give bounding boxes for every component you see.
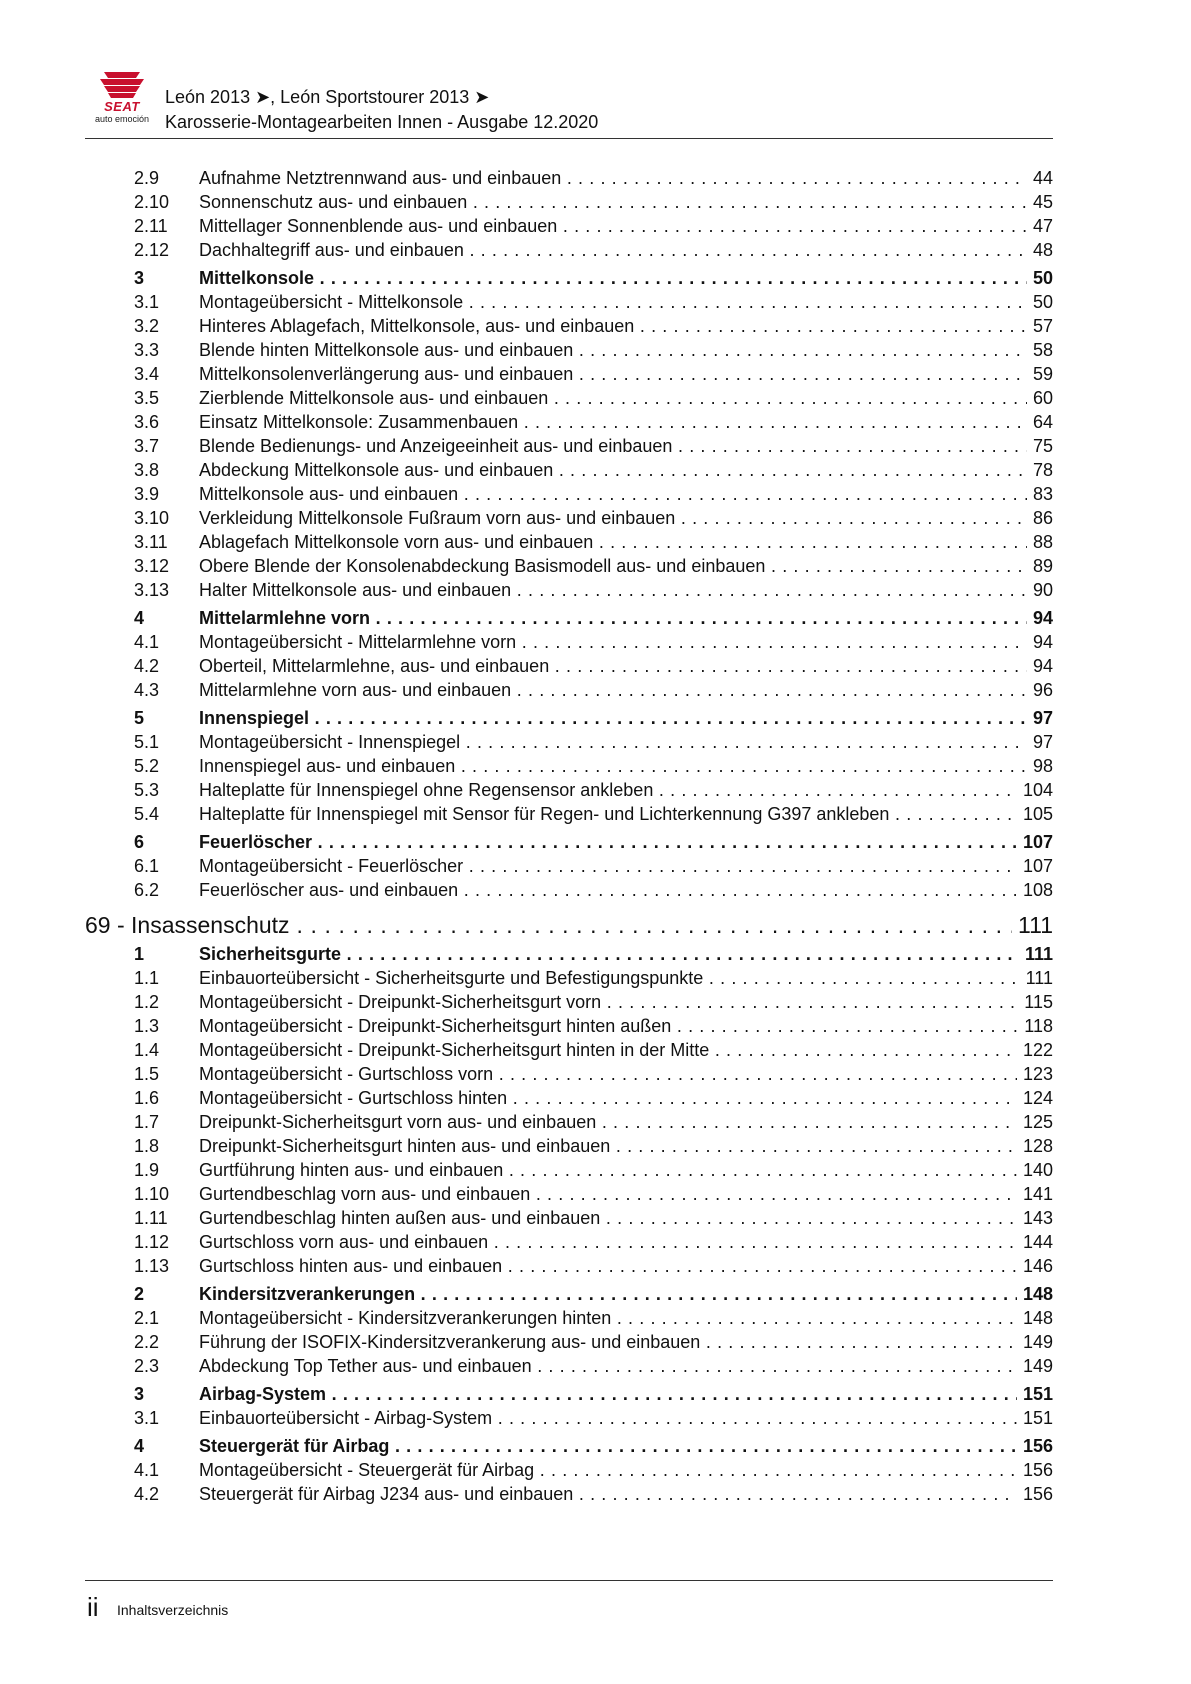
toc-section-heading[interactable]	[0, 1282, 1191, 1306]
toc-entry-title[interactable]: Innenspiegel . . .	[199, 706, 1051, 730]
toc-entry[interactable]	[0, 238, 1191, 262]
toc-entry-number: 3.8	[134, 460, 160, 480]
toc-entry-title[interactable]: Mittelkonsole . . .	[199, 266, 1051, 290]
toc-entry-page: 149	[1017, 1330, 1053, 1354]
toc-entry-title[interactable]: Halteplatte für Innenspiegel ohne Regensensor ankleben . . .	[199, 778, 1051, 802]
toc-entry-page: 124	[1017, 1086, 1053, 1110]
toc-entry-title[interactable]: Dreipunkt-Sicherheitsgurt vorn aus- und einbauen . . .	[199, 1110, 1051, 1134]
toc-entry-page: 104	[1017, 778, 1053, 802]
toc-entry-title[interactable]: Montageübersicht - Innenspiegel . . .	[199, 730, 1051, 754]
toc-entry-title[interactable]: 69 - Insassenschutz . . .	[85, 910, 1051, 940]
toc-section-heading[interactable]	[0, 706, 1191, 730]
toc-entry-page: 111	[1012, 910, 1053, 940]
toc-entry[interactable]	[0, 678, 1191, 702]
toc-entry-page: 64	[1027, 410, 1053, 434]
toc-entry-title[interactable]: Montageübersicht - Dreipunkt-Sicherheitsgurt hinten in der Mitte . . .	[199, 1038, 1051, 1062]
toc-entry-page: 97	[1027, 706, 1053, 730]
toc-entry-page: 107	[1017, 830, 1053, 854]
toc-entry-title[interactable]: Mittellager Sonnenblende aus- und einbauen . . .	[199, 214, 1051, 238]
toc-entry[interactable]	[0, 1330, 1191, 1354]
toc-entry-page: 48	[1027, 238, 1053, 262]
toc-entry-title[interactable]: Einbauorteübersicht - Airbag-System . . .	[199, 1406, 1051, 1430]
toc-entry[interactable]	[0, 878, 1191, 902]
toc-entry[interactable]	[0, 578, 1191, 602]
toc-entry-number: 1.2	[134, 992, 160, 1012]
toc-entry[interactable]	[0, 1158, 1191, 1182]
toc-entry-title[interactable]: Dachhaltegriff aus- und einbauen . . .	[199, 238, 1051, 262]
logo-brand-text: SEAT	[104, 99, 140, 114]
toc-entry-title[interactable]: Blende Bedienungs- und Anzeigeeinheit aus- und einbauen . . .	[199, 434, 1051, 458]
toc-entry-title[interactable]: Montageübersicht - Dreipunkt-Sicherheitsgurt hinten außen . . .	[199, 1014, 1051, 1038]
toc-entry[interactable]	[0, 1254, 1191, 1278]
toc-entry-page: 94	[1027, 630, 1053, 654]
toc-entry-number: 4	[134, 1436, 145, 1456]
toc-entry-title[interactable]: Halter Mittelkonsole aus- und einbauen . . .	[199, 578, 1051, 602]
toc-entry-title[interactable]: Sonnenschutz aus- und einbauen . . .	[199, 190, 1051, 214]
toc-entry[interactable]	[0, 854, 1191, 878]
toc-entry-title[interactable]: Abdeckung Top Tether aus- und einbauen . . .	[199, 1354, 1051, 1378]
logo-tagline: auto emoción	[94, 114, 150, 124]
toc-chapter-heading[interactable]	[0, 910, 1191, 940]
toc-entry-number: 5.4	[134, 804, 160, 824]
toc-entry[interactable]	[0, 290, 1191, 314]
toc-entry-number: 4.1	[134, 632, 160, 652]
toc-entry-title[interactable]: Ablagefach Mittelkonsole vorn aus- und einbauen . . .	[199, 530, 1051, 554]
toc-entry-page: 90	[1027, 578, 1053, 602]
toc-entry[interactable]	[0, 990, 1191, 1014]
toc-entry-page: 149	[1017, 1354, 1053, 1378]
toc-entry-page: 86	[1027, 506, 1053, 530]
toc-entry[interactable]	[0, 966, 1191, 990]
toc-entry-title[interactable]: Mittelkonsolenverlängerung aus- und einbauen . . .	[199, 362, 1051, 386]
header-model-line: León 2013 ➤, León Sportstourer 2013 ➤	[165, 87, 490, 107]
toc-entry-title[interactable]: Steuergerät für Airbag J234 aus- und einbauen . . .	[199, 1482, 1051, 1506]
toc-entry-number: 1	[134, 944, 145, 964]
seat-logo-emblem	[86, 70, 158, 100]
toc-entry-page: 105	[1017, 802, 1053, 826]
toc-entry[interactable]	[0, 654, 1191, 678]
header-manual-title: Karosserie-Montagearbeiten Innen - Ausgabe 12.2020	[165, 112, 599, 132]
toc-entry-page: 151	[1017, 1382, 1053, 1406]
toc-entry[interactable]	[0, 386, 1191, 410]
toc-entry-number: 4.3	[134, 680, 160, 700]
toc-entry-page: 146	[1017, 1254, 1053, 1278]
toc-entry[interactable]	[0, 338, 1191, 362]
toc-entry-title[interactable]: Feuerlöscher aus- und einbauen . . .	[199, 878, 1051, 902]
toc-entry-number: 1.12	[134, 1232, 170, 1252]
toc-entry[interactable]	[0, 630, 1191, 654]
toc-entry-title[interactable]: Airbag-System . . .	[199, 1382, 1051, 1406]
toc-entry[interactable]	[0, 1458, 1191, 1482]
toc-entry[interactable]	[0, 802, 1191, 826]
toc-entry-page: 60	[1027, 386, 1053, 410]
toc-entry-page: 156	[1017, 1434, 1053, 1458]
header-divider	[85, 138, 1053, 139]
toc-entry-page: 144	[1017, 1230, 1053, 1254]
toc-section-heading[interactable]	[0, 830, 1191, 854]
toc-entry[interactable]	[0, 1306, 1191, 1330]
toc-entry[interactable]	[0, 754, 1191, 778]
toc-entry-number: 2.3	[134, 1356, 160, 1376]
toc-entry-title[interactable]: Gurtendbeschlag vorn aus- und einbauen . . .	[199, 1182, 1051, 1206]
footer-divider	[85, 1580, 1053, 1581]
toc-entry-number: 5.1	[134, 732, 160, 752]
toc-entry-title[interactable]: Blende hinten Mittelkonsole aus- und einbauen . . .	[199, 338, 1051, 362]
toc-entry-title[interactable]: Einsatz Mittelkonsole: Zusammenbauen . . .	[199, 410, 1051, 434]
toc-entry[interactable]	[0, 166, 1191, 190]
toc-entry-page: 50	[1027, 266, 1053, 290]
toc-entry[interactable]	[0, 410, 1191, 434]
toc-entry[interactable]	[0, 1134, 1191, 1158]
toc-entry-title[interactable]: Montageübersicht - Feuerlöscher . . .	[199, 854, 1051, 878]
toc-entry-number: 3.11	[134, 532, 168, 552]
toc-entry-page: 123	[1017, 1062, 1053, 1086]
toc-entry-number: 4.1	[134, 1460, 160, 1480]
toc-entry-number: 2.12	[134, 240, 170, 260]
toc-entry-title[interactable]: Montageübersicht - Mittelkonsole . . .	[199, 290, 1051, 314]
toc-entry-page: 50	[1027, 290, 1053, 314]
toc-entry-page: 89	[1027, 554, 1053, 578]
toc-entry-page: 111	[1020, 966, 1053, 990]
toc-entry-title[interactable]: Gurtführung hinten aus- und einbauen . . .	[199, 1158, 1051, 1182]
toc-entry-page: 96	[1027, 678, 1053, 702]
toc-entry-number: 5.3	[134, 780, 160, 800]
toc-entry[interactable]	[0, 1206, 1191, 1230]
toc-entry[interactable]	[0, 214, 1191, 238]
toc-entry-page: 83	[1027, 482, 1053, 506]
toc-entry[interactable]	[0, 1406, 1191, 1430]
toc-entry-number: 4.2	[134, 1484, 160, 1504]
toc-entry-title[interactable]: Sicherheitsgurte . . .	[199, 942, 1051, 966]
toc-entry-page: 140	[1017, 1158, 1053, 1182]
toc-entry-page: 108	[1017, 878, 1053, 902]
toc-entry[interactable]	[0, 530, 1191, 554]
footer-page-number: ii	[87, 1592, 99, 1622]
toc-entry-page: 143	[1017, 1206, 1053, 1230]
toc-entry-number: 3.2	[134, 316, 160, 336]
toc-entry-page: 148	[1017, 1306, 1053, 1330]
toc-entry[interactable]	[0, 1062, 1191, 1086]
toc-entry-title[interactable]: Dreipunkt-Sicherheitsgurt hinten aus- und einbauen . . .	[199, 1134, 1051, 1158]
toc-entry-number: 1.7	[134, 1112, 160, 1132]
toc-entry[interactable]	[0, 458, 1191, 482]
toc-entry-title[interactable]: Hinteres Ablagefach, Mittelkonsole, aus- und einbauen . . .	[199, 314, 1051, 338]
toc-entry-number: 1.10	[134, 1184, 170, 1204]
toc-entry-number: 6	[134, 832, 145, 852]
toc-entry-page: 156	[1017, 1458, 1053, 1482]
toc-entry-page: 107	[1017, 854, 1053, 878]
toc-entry-number: 1.11	[134, 1208, 168, 1228]
toc-entry-page: 59	[1027, 362, 1053, 386]
toc-entry-title[interactable]: Innenspiegel aus- und einbauen . . .	[199, 754, 1051, 778]
toc-entry-title[interactable]: Montageübersicht - Gurtschloss vorn . . .	[199, 1062, 1051, 1086]
toc-entry-number: 2.1	[134, 1308, 160, 1328]
toc-entry-page: 98	[1027, 754, 1053, 778]
seat-logo	[86, 70, 158, 124]
toc-entry[interactable]	[0, 506, 1191, 530]
toc-entry-page: 58	[1027, 338, 1053, 362]
toc-entry-page: 44	[1027, 166, 1053, 190]
toc-entry-page: 78	[1027, 458, 1053, 482]
toc-entry[interactable]	[0, 434, 1191, 458]
toc-entry[interactable]	[0, 1038, 1191, 1062]
toc-section-heading[interactable]	[0, 266, 1191, 290]
toc-entry-title[interactable]: Mittelarmlehne vorn . . .	[199, 606, 1051, 630]
toc-entry[interactable]	[0, 314, 1191, 338]
toc-entry-page: 141	[1017, 1182, 1053, 1206]
toc-entry-number: 3.5	[134, 388, 160, 408]
toc-entry-number: 1.4	[134, 1040, 160, 1060]
toc-entry-number: 4.2	[134, 656, 160, 676]
toc-entry-number: 3.3	[134, 340, 160, 360]
toc-entry-page: 122	[1017, 1038, 1053, 1062]
toc-entry-title[interactable]: Gurtschloss hinten aus- und einbauen . . .	[199, 1254, 1051, 1278]
toc-entry[interactable]	[0, 1086, 1191, 1110]
footer-label: Inhaltsverzeichnis	[117, 1602, 229, 1618]
toc-entry-title[interactable]: Mittelkonsole aus- und einbauen . . .	[199, 482, 1051, 506]
toc-entry-page: 111	[1019, 942, 1053, 966]
toc-entry[interactable]	[0, 482, 1191, 506]
toc-entry-title[interactable]: Gurtschloss vorn aus- und einbauen . . .	[199, 1230, 1051, 1254]
toc-entry-number: 3.6	[134, 412, 160, 432]
toc-entry-title[interactable]: Abdeckung Mittelkonsole aus- und einbauen . . .	[199, 458, 1051, 482]
toc-entry[interactable]	[0, 362, 1191, 386]
toc-entry-number: 2.2	[134, 1332, 160, 1352]
toc-entry-page: 75	[1027, 434, 1053, 458]
toc-entry-number: 6.1	[134, 856, 160, 876]
toc-entry[interactable]	[0, 1230, 1191, 1254]
toc-entry-title[interactable]: Aufnahme Netztrennwand aus- und einbauen . . .	[199, 166, 1051, 190]
toc-entry-number: 3.13	[134, 580, 170, 600]
toc-entry-page: 94	[1027, 606, 1053, 630]
toc-section-heading[interactable]	[0, 1382, 1191, 1406]
toc-entry-title[interactable]: Feuerlöscher . . .	[199, 830, 1051, 854]
toc-entry-page: 125	[1017, 1110, 1053, 1134]
toc-entry-title[interactable]: Montageübersicht - Steuergerät für Airbag . . .	[199, 1458, 1051, 1482]
toc-entry-number: 1.1	[134, 968, 160, 988]
toc-entry-title[interactable]: Steuergerät für Airbag . . .	[199, 1434, 1051, 1458]
toc-entry[interactable]	[0, 778, 1191, 802]
toc-section-heading[interactable]	[0, 606, 1191, 630]
toc-entry-number: 3	[134, 1384, 145, 1404]
toc-entry-number: 2	[134, 1284, 145, 1304]
toc-entry[interactable]	[0, 1110, 1191, 1134]
toc-entry-title[interactable]: Montageübersicht - Dreipunkt-Sicherheitsgurt vorn . . .	[199, 990, 1051, 1014]
toc-entry-page: 115	[1018, 990, 1053, 1014]
toc-entry-number: 3.10	[134, 508, 170, 528]
toc-entry[interactable]	[0, 554, 1191, 578]
toc-entry[interactable]	[0, 1354, 1191, 1378]
toc-section-heading[interactable]	[0, 942, 1191, 966]
toc-entry-number: 2.10	[134, 192, 170, 212]
toc-entry-number: 2.11	[134, 216, 168, 236]
toc-entry-page: 57	[1027, 314, 1053, 338]
toc-entry-number: 3.7	[134, 436, 160, 456]
toc-entry-number: 1.5	[134, 1064, 160, 1084]
toc-entry-number: 3	[134, 268, 145, 288]
toc-entry-page: 88	[1027, 530, 1053, 554]
toc-entry-page: 94	[1027, 654, 1053, 678]
toc-entry-number: 5	[134, 708, 145, 728]
toc-entry[interactable]	[0, 1014, 1191, 1038]
toc-entry[interactable]	[0, 190, 1191, 214]
toc-entry-number: 3.1	[134, 1408, 160, 1428]
toc-entry-title[interactable]: Mittelarmlehne vorn aus- und einbauen . . .	[199, 678, 1051, 702]
toc-entry[interactable]	[0, 1182, 1191, 1206]
toc-entry-title[interactable]: Kindersitzverankerungen . . .	[199, 1282, 1051, 1306]
toc-entry-number: 1.3	[134, 1016, 160, 1036]
toc-entry-number: 3.12	[134, 556, 170, 576]
toc-entry-page: 148	[1017, 1282, 1053, 1306]
toc-entry-page: 151	[1017, 1406, 1053, 1430]
toc-entry-page: 97	[1027, 730, 1053, 754]
toc-entry-title[interactable]: Gurtendbeschlag hinten außen aus- und einbauen . . .	[199, 1206, 1051, 1230]
toc-entry-number: 2.9	[134, 168, 160, 188]
toc-entry-title[interactable]: Montageübersicht - Kindersitzverankerungen hinten . . .	[199, 1306, 1051, 1330]
toc-entry-number: 3.4	[134, 364, 160, 384]
toc-entry-title[interactable]: Führung der ISOFIX-Kindersitzverankerung aus- und einbauen . . .	[199, 1330, 1051, 1354]
toc-entry-title[interactable]: Halteplatte für Innenspiegel mit Sensor für Regen- und Lichterkennung G397 ankleben . . .	[199, 802, 1051, 826]
toc-entry-number: 1.6	[134, 1088, 160, 1108]
toc-entry-title[interactable]: Obere Blende der Konsolenabdeckung Basismodell aus- und einbauen . . .	[199, 554, 1051, 578]
toc-entry-number: 5.2	[134, 756, 160, 776]
toc-section-heading[interactable]	[0, 1434, 1191, 1458]
toc-entry-title[interactable]: Montageübersicht - Mittelarmlehne vorn . . .	[199, 630, 1051, 654]
toc-entry-number: 1.8	[134, 1136, 160, 1156]
toc-entry-page: 47	[1027, 214, 1053, 238]
toc-entry-page: 45	[1027, 190, 1053, 214]
toc-entry-number: 1.9	[134, 1160, 160, 1180]
toc-entry-page: 156	[1017, 1482, 1053, 1506]
toc-entry-page: 128	[1017, 1134, 1053, 1158]
toc-entry[interactable]	[0, 730, 1191, 754]
toc-entry-number: 6.2	[134, 880, 160, 900]
toc-entry-title[interactable]: Zierblende Mittelkonsole aus- und einbauen . . .	[199, 386, 1051, 410]
toc-entry-number: 3.1	[134, 292, 160, 312]
toc-entry-number: 3.9	[134, 484, 160, 504]
toc-entry-number: 4	[134, 608, 145, 628]
toc-entry-title[interactable]: Einbauorteübersicht - Sicherheitsgurte und Befestigungspunkte . . .	[199, 966, 1051, 990]
toc-entry-title[interactable]: Montageübersicht - Gurtschloss hinten . . .	[199, 1086, 1051, 1110]
toc-entry-number: 1.13	[134, 1256, 170, 1276]
toc-entry-title[interactable]: Verkleidung Mittelkonsole Fußraum vorn aus- und einbauen . . .	[199, 506, 1051, 530]
toc-entry[interactable]	[0, 1482, 1191, 1506]
toc-entry-page: 118	[1018, 1014, 1053, 1038]
toc-entry-title[interactable]: Oberteil, Mittelarmlehne, aus- und einbauen . . .	[199, 654, 1051, 678]
